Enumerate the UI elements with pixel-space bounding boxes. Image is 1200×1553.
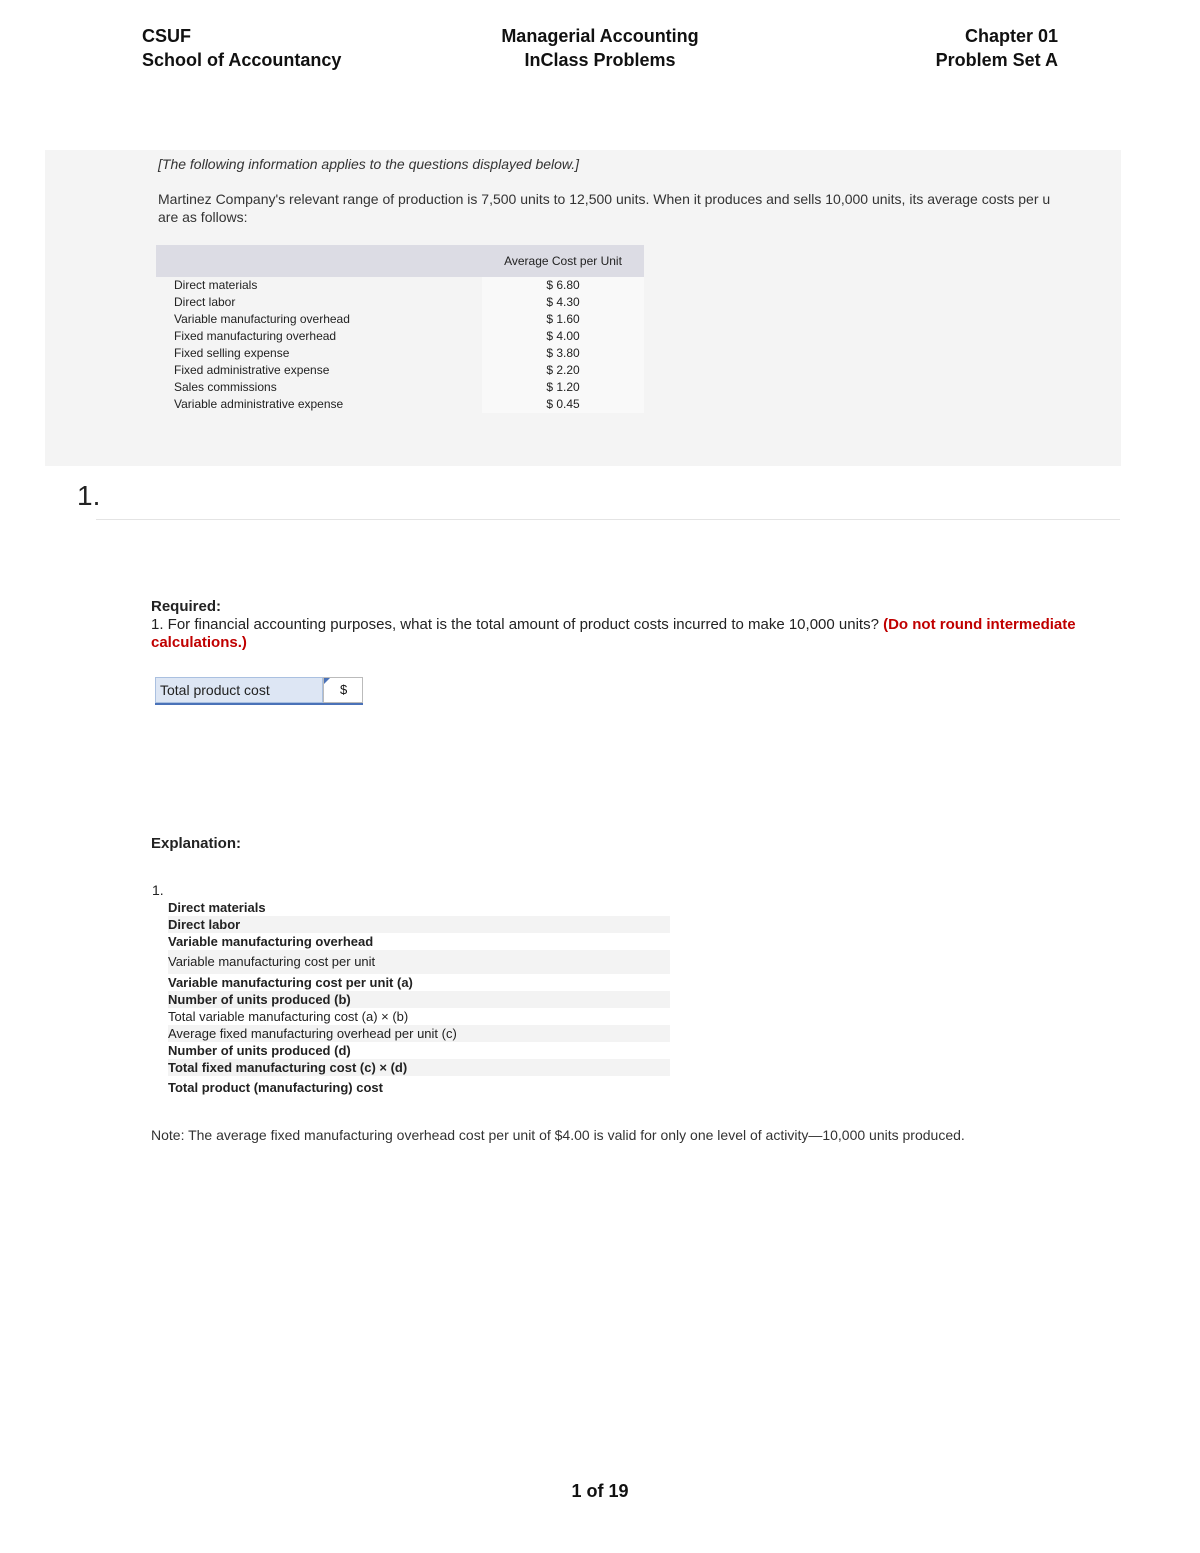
list-item: Variable manufacturing cost per unit xyxy=(168,950,670,974)
info-box xyxy=(45,150,1121,466)
cost-value: $ 6.80 xyxy=(482,277,644,294)
list-item: Direct materials xyxy=(168,900,266,915)
list-item: Total fixed manufacturing cost (c) × (d) xyxy=(168,1059,670,1076)
table-row xyxy=(156,396,644,413)
total-product-cost-input[interactable] xyxy=(323,677,363,703)
info-paragraph-line2: are as follows: xyxy=(158,209,248,225)
cost-label: Fixed administrative expense xyxy=(174,363,330,377)
cost-label: Fixed selling expense xyxy=(174,346,290,360)
header-course: Managerial Accounting xyxy=(501,26,699,46)
cost-value: $ 0.45 xyxy=(482,396,644,413)
table-row xyxy=(156,294,644,311)
explanation-list xyxy=(168,899,670,1100)
list-item: Total product (manufacturing) cost xyxy=(168,1080,383,1095)
required-section xyxy=(151,598,1141,652)
header-department: School of Accountancy xyxy=(142,50,342,70)
required-question: 1. For financial accounting purposes, what is the total amount of product costs incurred to make 10,000 units? xyxy=(151,616,879,633)
table-row xyxy=(156,311,644,328)
required-instruction: (Do not round intermediate calculations.) xyxy=(151,616,1076,651)
cost-label: Direct labor xyxy=(174,295,236,309)
cost-table-column-header: Average Cost per Unit xyxy=(482,245,644,277)
cost-label: Direct materials xyxy=(174,278,258,292)
table-row xyxy=(156,328,644,345)
cost-label: Variable manufacturing overhead xyxy=(174,312,350,326)
cost-value: $ 1.20 xyxy=(482,379,644,396)
explanation-note: Note: The average fixed manufacturing overhead cost per unit of $4.00 is valid for only one level of activity—10,000 units produced. xyxy=(151,1127,965,1143)
cost-table xyxy=(156,245,644,413)
cost-value: $ 2.20 xyxy=(482,362,644,379)
header-subtitle: InClass Problems xyxy=(524,50,676,70)
table-row xyxy=(156,277,644,294)
list-item: Variable manufacturing overhead xyxy=(168,934,374,949)
table-row xyxy=(156,362,644,379)
list-item: Total variable manufacturing cost (a) × (b) xyxy=(168,1009,409,1024)
list-item: Average fixed manufacturing overhead per unit (c) xyxy=(168,1025,670,1042)
info-note: [The following information applies to the questions displayed below.] xyxy=(158,156,580,172)
header-problem-set: Problem Set A xyxy=(935,50,1058,70)
list-item: Variable manufacturing cost per unit (a) xyxy=(168,975,413,990)
list-item: Number of units produced (b) xyxy=(168,991,670,1008)
question-number: 1. xyxy=(77,480,101,511)
table-row xyxy=(156,345,644,362)
cost-table-header-row xyxy=(156,245,644,277)
header-left xyxy=(142,24,341,72)
answer-row xyxy=(155,677,363,705)
cost-label: Variable administrative expense xyxy=(174,397,344,411)
info-paragraph xyxy=(158,190,1118,226)
divider xyxy=(96,519,1120,520)
header-school: CSUF xyxy=(142,26,191,46)
currency-symbol: $ xyxy=(340,682,348,697)
required-title: Required: xyxy=(151,598,222,615)
cost-value: $ 4.00 xyxy=(482,328,644,345)
list-item: Number of units produced (d) xyxy=(168,1043,351,1058)
explanation-number: 1. xyxy=(152,882,164,898)
cost-value: $ 1.60 xyxy=(482,311,644,328)
list-item: Direct labor xyxy=(168,916,670,933)
explanation-title: Explanation: xyxy=(151,835,242,852)
header-right xyxy=(936,24,1058,72)
required-question-block xyxy=(151,616,1141,652)
cost-label: Fixed manufacturing overhead xyxy=(174,329,337,343)
header-center xyxy=(400,24,800,72)
total-product-cost-label: Total product cost xyxy=(155,677,323,703)
cost-value: $ 3.80 xyxy=(482,345,644,362)
cost-value: $ 4.30 xyxy=(482,294,644,311)
cost-table-blank-header xyxy=(156,245,482,277)
page-counter: 1 of 19 xyxy=(571,1481,629,1501)
info-paragraph-line1: Martinez Company's relevant range of production is 7,500 units to 12,500 units. When it produces and sells 10,000 units, its average costs per u xyxy=(158,191,1051,207)
table-row xyxy=(156,379,644,396)
cost-label: Sales commissions xyxy=(174,380,277,394)
header-chapter: Chapter 01 xyxy=(964,26,1058,46)
